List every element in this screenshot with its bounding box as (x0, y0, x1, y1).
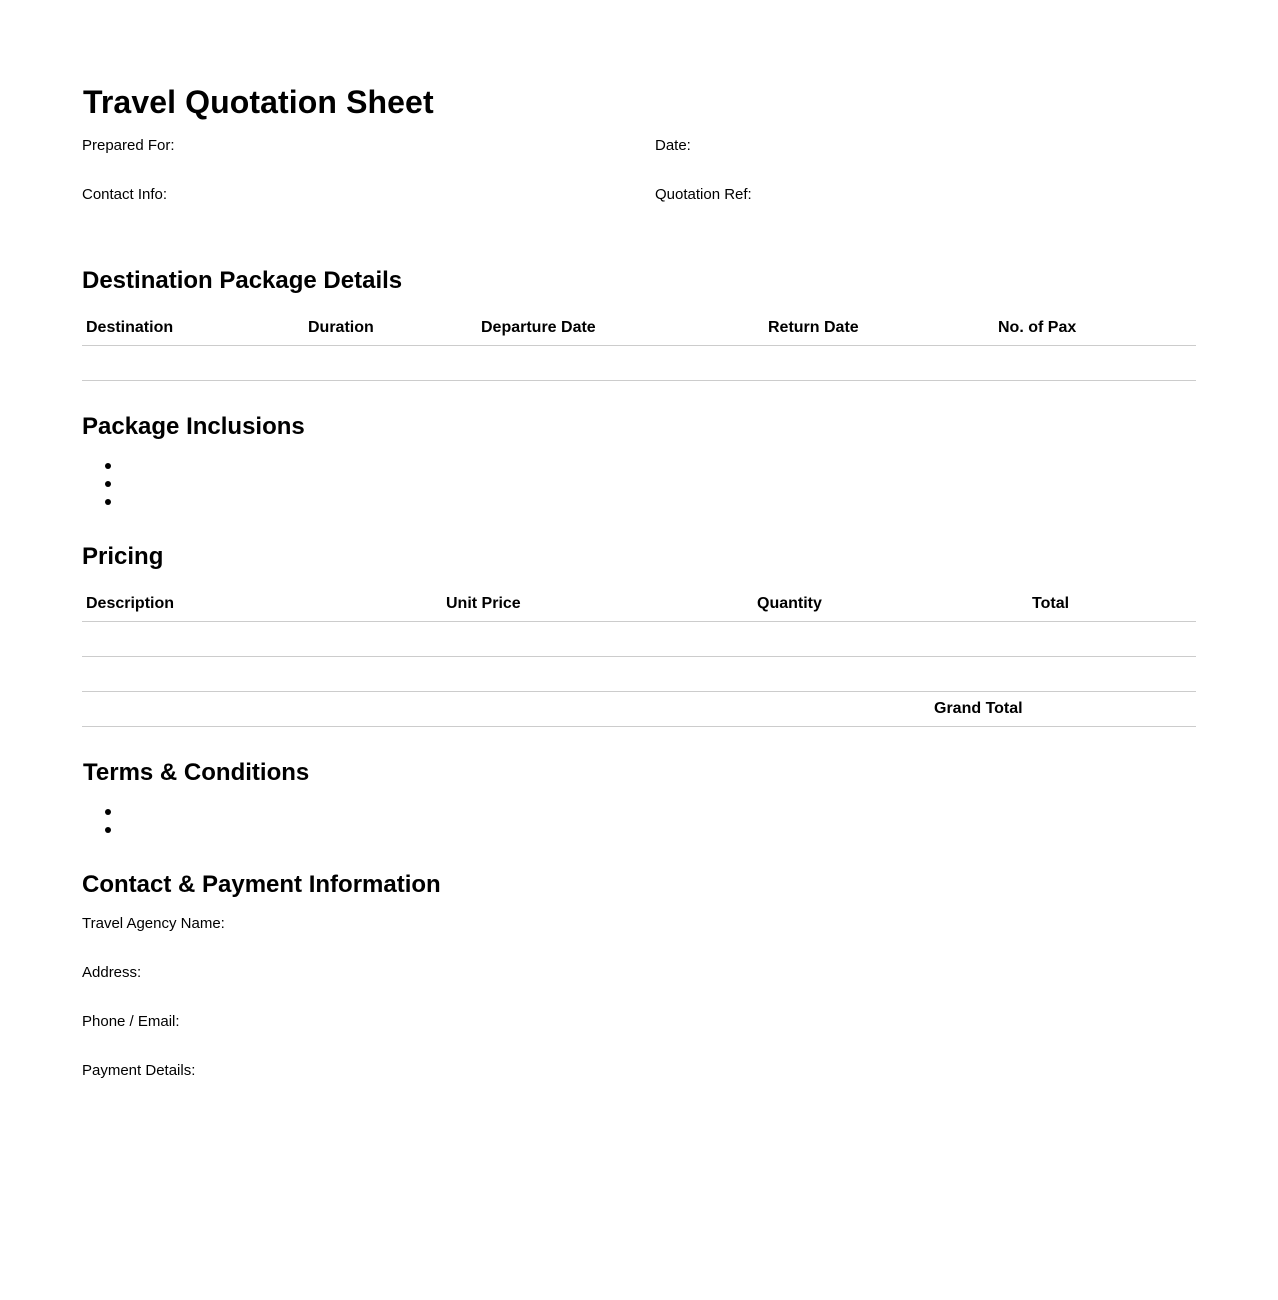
terms-bullet-1 (105, 809, 111, 815)
quotation-ref-label: Quotation Ref: (655, 186, 752, 203)
page-title: Travel Quotation Sheet (83, 84, 434, 120)
date-label: Date: (655, 137, 691, 154)
pricing-table-row[interactable] (82, 622, 1196, 656)
col-unit-price: Unit Price (446, 595, 521, 612)
col-departure-date: Departure Date (481, 319, 596, 336)
col-duration: Duration (308, 319, 374, 336)
phone-email-label: Phone / Email: (82, 1013, 180, 1030)
col-return-date: Return Date (768, 319, 859, 336)
col-total: Total (1032, 595, 1070, 612)
terms-bullet-2 (105, 827, 111, 833)
agency-name-label: Travel Agency Name: (82, 915, 225, 932)
pricing-section-heading: Pricing (82, 543, 164, 570)
contact-info-label: Contact Info: (82, 186, 168, 203)
inclusion-bullet-3 (105, 499, 111, 505)
destination-section-heading: Destination Package Details (82, 267, 403, 294)
contact-section-heading: Contact & Payment Information (82, 871, 441, 898)
terms-section-heading: Terms & Conditions (83, 759, 310, 786)
col-no-of-pax: No. of Pax (998, 319, 1077, 336)
col-quantity: Quantity (757, 595, 822, 612)
col-destination: Destination (86, 319, 174, 336)
destination-table-header (82, 319, 1196, 343)
inclusions-section-heading: Package Inclusions (82, 413, 305, 440)
inclusion-bullet-2 (105, 481, 111, 487)
grand-total-rule (82, 726, 1196, 727)
pricing-row-rule-2 (82, 691, 1196, 692)
payment-details-label: Payment Details: (82, 1062, 196, 1079)
prepared-for-label: Prepared For: (82, 137, 175, 154)
destination-row-rule (82, 380, 1196, 381)
grand-total-label: Grand Total (934, 700, 1023, 717)
address-label: Address: (82, 964, 142, 981)
grand-total-row (82, 700, 1196, 720)
pricing-table-header (82, 595, 1196, 619)
inclusion-bullet-1 (105, 463, 111, 469)
destination-table-row[interactable] (82, 346, 1196, 380)
col-description: Description (86, 595, 175, 612)
pricing-table-row[interactable] (82, 657, 1196, 691)
